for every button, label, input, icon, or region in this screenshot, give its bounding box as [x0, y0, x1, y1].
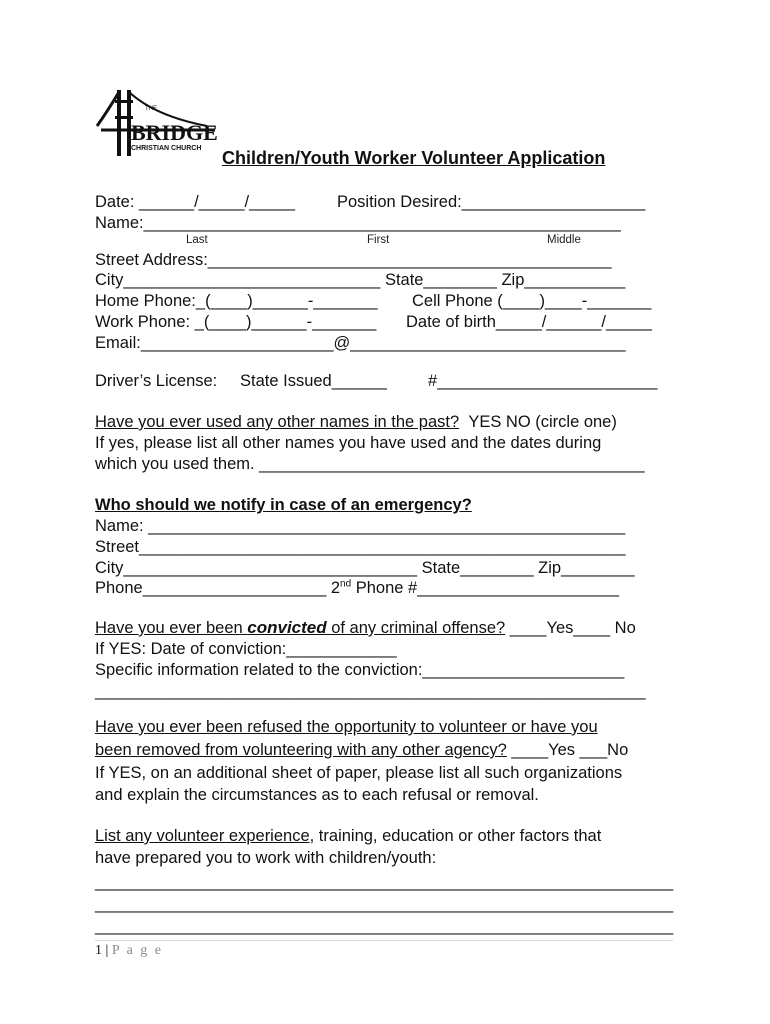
name-field[interactable]: Name:____________________________________________________ [95, 214, 621, 232]
footer-divider [95, 940, 673, 941]
experience-question-line1 [95, 826, 601, 846]
city-state-zip-field[interactable]: City____________________________ State________ Zip___________ [95, 271, 626, 289]
emergency-heading: Who should we notify in case of an emergency? [95, 496, 472, 514]
work-phone-field[interactable]: Work Phone: _(____)______-_______ [95, 313, 377, 331]
refused-question-line2 [95, 740, 628, 760]
experience-question-line2: have prepared you to work with children/youth: [95, 849, 437, 867]
state-issued-field[interactable]: State Issued______ [240, 372, 387, 390]
date-field[interactable]: Date: ______/_____/_____ [95, 193, 296, 211]
logo-sub-text: CHRISTIAN CHURCH [131, 145, 202, 152]
refused-options[interactable]: ____Yes ___No [506, 741, 629, 759]
experience-lead: List any volunteer experience [95, 827, 310, 845]
page-number: 1 [95, 943, 102, 958]
position-desired-field[interactable]: Position Desired:____________________ [337, 193, 646, 211]
page-separator: | [105, 943, 109, 958]
name-label-first: First [367, 234, 390, 246]
other-names-instruction: If yes, please list all other names you have used and the dates during [95, 434, 602, 452]
name-label-last: Last [186, 234, 208, 246]
conviction-extra-line[interactable]: ____________________________________________________________ [95, 682, 646, 700]
emergency-phone-field[interactable] [95, 578, 619, 598]
emergency-phone-superscript: nd [340, 578, 352, 590]
experience-rest: , training, education or other factors that [309, 827, 602, 845]
page-word: P a g e [111, 943, 164, 958]
emergency-phone-text: Phone____________________ 2 [95, 579, 341, 597]
street-address-field[interactable]: Street Address:____________________________________________ [95, 251, 612, 269]
emergency-name-field[interactable]: Name: ____________________________________________________ [95, 517, 626, 535]
other-names-question [95, 412, 617, 432]
email-field[interactable]: Email:_____________________@______________________________ [95, 334, 626, 352]
license-number-field[interactable]: #________________________ [428, 372, 658, 390]
logo-bridge-text: BRIDGE [131, 120, 218, 145]
refused-question-line1: Have you ever been refused the opportunity to volunteer or have you [95, 718, 598, 736]
conviction-options[interactable]: ____Yes____ No [505, 619, 636, 637]
emergency-second-phone-text: Phone #______________________ [351, 579, 620, 597]
date-of-birth-field[interactable]: Date of birth_____/______/_____ [406, 313, 652, 331]
refused-instruction-line1: If YES, on an additional sheet of paper, please list all such organizations [95, 764, 623, 782]
conviction-question-pre: Have you ever been [95, 619, 248, 637]
drivers-license-label: Driver’s License: [95, 372, 218, 390]
refused-question-text: been removed from volunteering with any other agency? [95, 741, 507, 759]
other-names-options[interactable]: YES NO (circle one) [468, 413, 617, 431]
experience-blank-line[interactable]: _______________________________________________________________ [95, 917, 674, 935]
conviction-question-post: of any criminal offense? [326, 619, 506, 637]
conviction-date-field[interactable]: If YES: Date of conviction:____________ [95, 640, 397, 658]
page-footer [95, 943, 163, 959]
church-logo [95, 86, 220, 162]
other-names-field[interactable]: which you used them. __________________________________________ [95, 455, 645, 473]
form-title: Children/Youth Worker Volunteer Application [222, 148, 606, 168]
emergency-city-field[interactable]: City________________________________ State________ Zip________ [95, 559, 635, 577]
home-phone-field[interactable]: Home Phone:_(____)______-_______ [95, 292, 378, 310]
name-label-middle: Middle [547, 234, 581, 246]
conviction-question-word: convicted [247, 618, 327, 637]
experience-blank-line[interactable]: _______________________________________________________________ [95, 895, 674, 913]
conviction-specific-field[interactable]: Specific information related to the conviction:______________________ [95, 661, 625, 679]
other-names-question-text: Have you ever used any other names in the past? [95, 413, 460, 431]
logo-the-text: THE [145, 106, 157, 112]
conviction-question [95, 618, 636, 638]
refused-instruction-line2: and explain the circumstances as to each refusal or removal. [95, 786, 539, 804]
cell-phone-field[interactable]: Cell Phone (____)____-_______ [412, 292, 652, 310]
emergency-street-field[interactable]: Street_____________________________________________________ [95, 538, 626, 556]
experience-blank-line[interactable]: _______________________________________________________________ [95, 873, 674, 891]
